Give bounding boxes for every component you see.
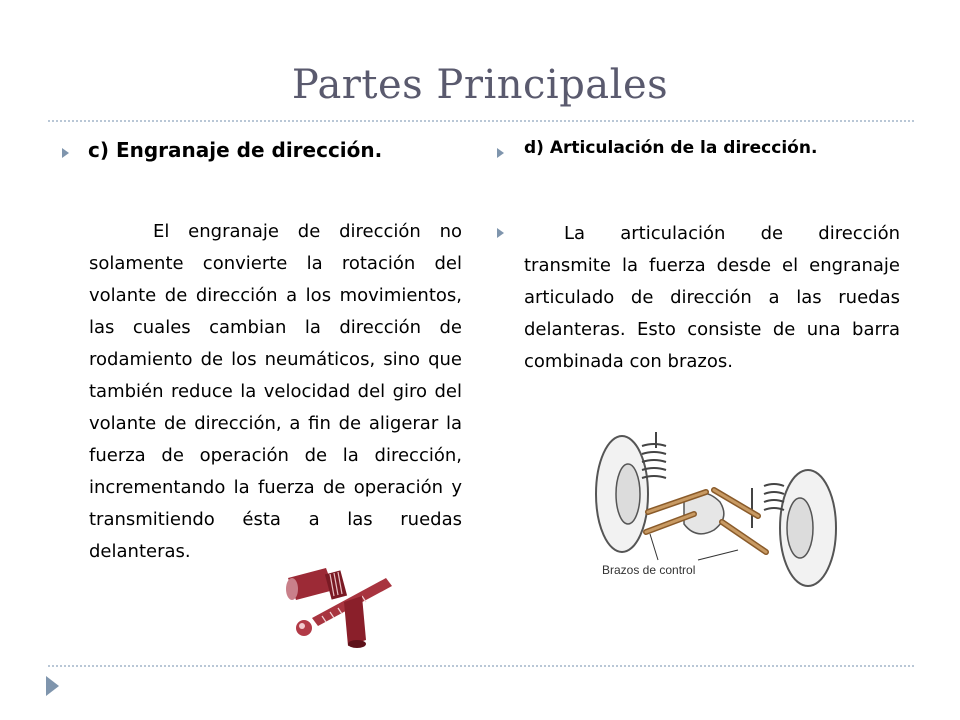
heading-articulacion: d) Articulación de la dirección.: [524, 138, 818, 158]
triangle-bullet-icon: [497, 148, 504, 158]
suspension-control-arms-image: [588, 428, 850, 596]
steering-gear-image: [282, 556, 398, 648]
slide-title: Partes Principales: [291, 62, 669, 108]
paragraph-articulacion: La articulación de dirección transmite la fuerza desde el engranaje articulado de dirección a las ruedas delanteras. Esto consiste de una barra combinada con brazos.: [524, 223, 900, 372]
next-slide-arrow-icon[interactable]: [46, 676, 59, 696]
paragraph-engranaje: El engranaje de dirección no solamente convierte la rotación del volante de dirección a los movimientos, las cuales cambian la dirección de rodamiento de los neumáticos, sino que también reduce la velocidad del giro del volante de dirección, a fin de aligerar la fuerza de operación de la dirección, incrementando la fuerza de operación y transmitiendo ésta a las ruedas delanteras.: [89, 221, 462, 562]
triangle-bullet-icon: [497, 228, 504, 238]
triangle-bullet-icon: [62, 148, 69, 158]
bottom-divider: [48, 665, 914, 667]
heading-engranaje: c) Engranaje de dirección.: [88, 138, 383, 162]
image-caption: Brazos de control: [602, 563, 696, 577]
top-divider: [48, 120, 914, 122]
